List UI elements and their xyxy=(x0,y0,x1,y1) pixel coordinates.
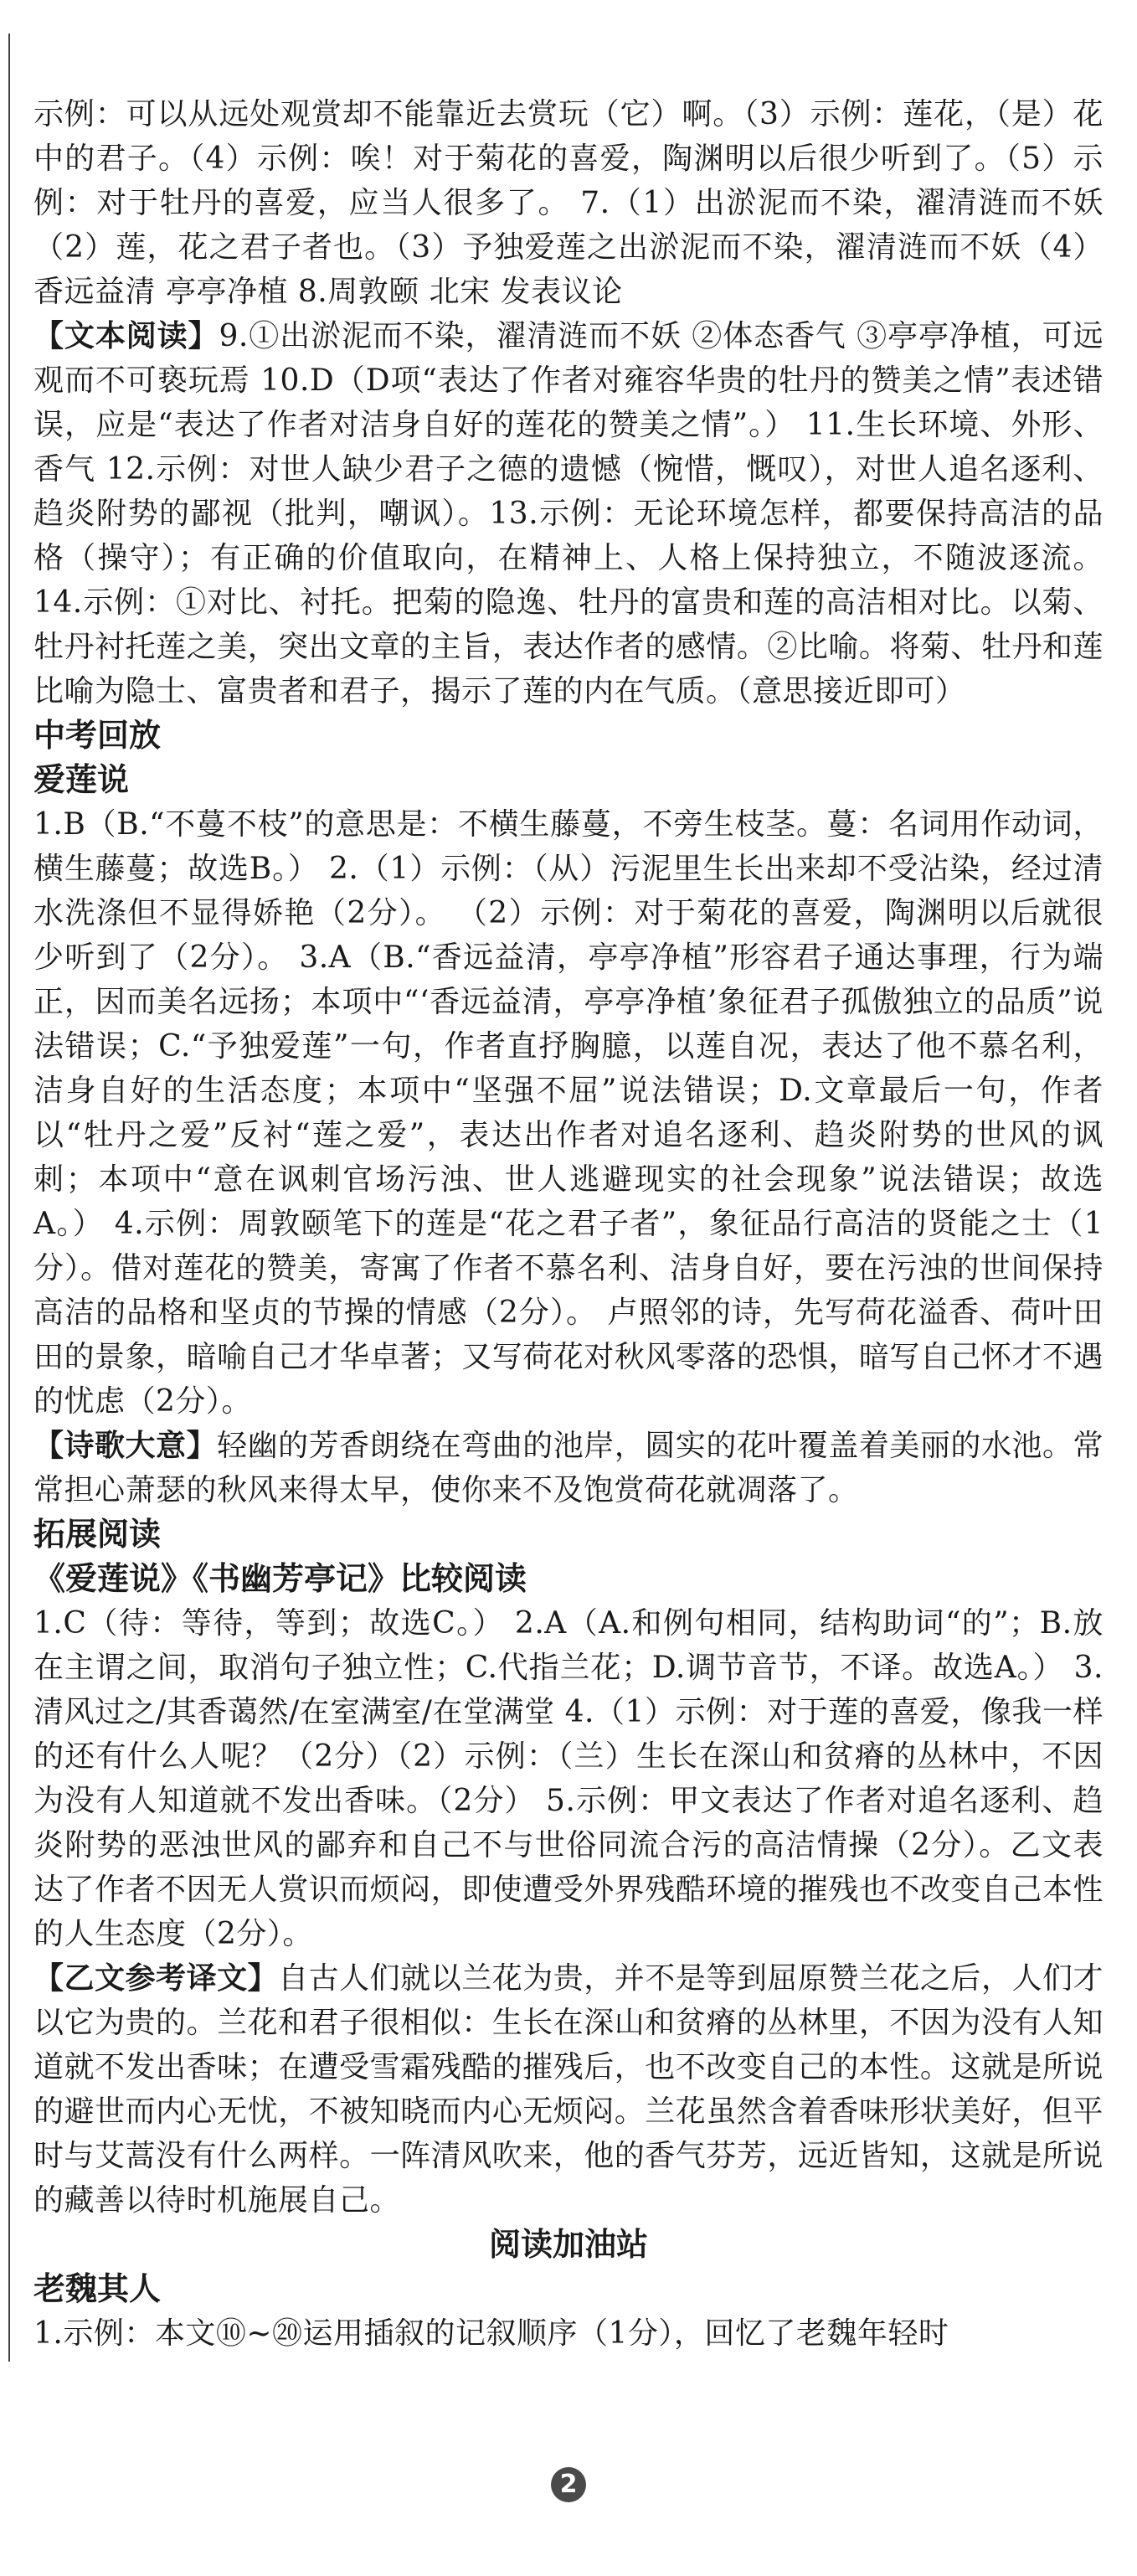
article-title: 爱莲说 xyxy=(33,761,130,798)
article-title: 《爱莲说》《书幽芳亭记》比较阅读 xyxy=(33,1560,527,1597)
translation-paragraph xyxy=(33,1956,1104,2223)
page-number: 2 xyxy=(551,2467,586,2502)
section-label: 【诗歌大意】 xyxy=(33,1429,218,1463)
section-label: 【乙文参考译文】 xyxy=(33,1961,279,1996)
answer-paragraph: 1.B（B.“不蔓不枝”的意思是：不横生藤蔓，不旁生枝茎。蔓：名词用作动词，横生藤蔓；故选B。） 2.（1）示例：（从）污泥里生长出来却不受沾染，经过清水洗涤但不显得娇艳（2分）。 （2）示例：对于菊花的喜爱，陶渊明以后就很少听到了（2分）。 3.A（B.“香远益清，亭亭净植”形容君子通达事理，行为端正，因而美名远扬；本项中“‘香远益清，亭亭净植’象征君子孤傲独立的品质”说法错误；C.“予独爱莲”一句，作者直抒胸臆，以莲自况，表达了他不慕名利，洁身自好的生活态度；本项中“坚强不屈”说法错误；D.文章最后一句，作者以“牡丹之爱”反衬“莲之爱”，表达出作者对追名逐利、趋炎附势的世风的讽刺；本项中“意在讽刺官场污浊、世人逃避现实的社会现象”说法错误；故选A。） 4.示例：周敦颐笔下的莲是“花之君子者”，象征品行高洁的贤能之士（1分）。借对莲花的赞美，寄寓了作者不慕名利、洁身自好，要在污浊的世间保持高洁的品格和坚贞的节操的情感（2分）。 卢照邻的诗，先写荷花溢香、荷叶田田的景象，暗喻自己才华卓著；又写荷花对秋风零落的恐惧，暗写自己怀才不遇的忧虑（2分）。 xyxy=(33,807,1104,1419)
answer-paragraph: 1.C（待：等待，等到；故选C。） 2.A（A.和例句相同，结构助词“的”；B.放在主谓之间，取消句子独立性；C.代指兰花；D.调节音节，不译。故选A。） 3.清风过之/其香蔼然/在室满室/在堂满堂 4.（1）示例：对于莲的喜爱，像我一样的还有什么人呢？（2分）（2）示例：（兰）生长在深山和贫瘠的丛林中，不因为没有人知道就不发出香味。（2分） 5.示例：甲文表达了作者对追名逐利、趋炎附势的恶浊世风的鄙弃和自己不与世俗同流合污的高洁情操（2分）。乙文表达了作者不因无人赏识而烦闷，即使遭受外界残酷环境的摧残也不改变自己本性的人生态度（2分）。 xyxy=(33,1606,1104,1951)
answer-content xyxy=(33,92,1104,2356)
margin-rule xyxy=(8,33,10,2362)
article-title: 老魏其人 xyxy=(33,2270,162,2307)
answer-paragraph: 示例：可以从远处观赏却不能靠近去赏玩（它）啊。（3）示例：莲花，（是）花中的君子。（4）示例：唉！对于菊花的喜爱，陶渊明以后很少听到了。（5）示例：对于牡丹的喜爱，应当人很多了。 7.（1）出淤泥而不染，濯清涟而不妖（2）莲，花之君子者也。（3）予独爱莲之出淤泥而不染，濯清涟而不妖（4）香远益清 亭亭净植 8.周敦颐 北宋 发表议论 xyxy=(33,97,1104,309)
section-heading: 中考回放 xyxy=(33,717,162,754)
answer-paragraph: 1.示例：本文⑩~⑳运用插叙的记叙顺序（1分），回忆了老魏年轻时 xyxy=(33,2316,949,2351)
paragraph-text: 9.①出淤泥而不染，濯清涟而不妖 ②体态香气 ③亭亭净植，可远观而不可亵玩焉 10.D（D项“表达了作者对雍容华贵的牡丹的赞美之情”表述错误，应是“表达了作者对洁身自好的莲花的赞美之情”。） 11.生长环境、外形、香气 12.示例：对世人缺少君子之德的遗憾（惋惜，慨叹），对世人追名逐利、趋炎附势的鄙视（批判，嘲讽）。13.示例：无论环境怎样，都要保持高洁的品格（操守）；有正确的价值取向，在精神上、人格上保持独立，不随波逐流。14.示例：①对比、衬托。把菊的隐逸、牡丹的富贵和莲的高洁相对比。以菊、牡丹衬托莲之美，突出文章的主旨，表达作者的感情。②比喻。将菊、牡丹和莲比喻为隐士、富贵者和君子，揭示了莲的内在气质。（意思接近即可） xyxy=(33,319,1104,708)
poem-meaning-paragraph xyxy=(33,1424,1104,1512)
text-reading-paragraph xyxy=(33,314,1104,714)
section-label: 【文本阅读】 xyxy=(33,319,219,353)
paragraph-text: 自古人们就以兰花为贵，并不是等到屈原赞兰花之后，人们才以它为贵的。兰花和君子很相似：生长在深山和贫瘠的丛林里，不因为没有人知道就不发出香味；在遭受雪霜残酷的摧残后，也不改变自己的本性。这就是所说的避世而内心无忧，不被知晓而内心无烦闷。兰花虽然含着香味形状美好，但平时与艾蒿没有什么两样。一阵清风吹来，他的香气芬芳，远近皆知，这就是所说的藏善以待时机施展自己。 xyxy=(33,1961,1104,2218)
section-heading: 拓展阅读 xyxy=(33,1516,162,1553)
paragraph-text: 轻幽的芳香朗绕在弯曲的池岸，圆实的花叶覆盖着美丽的水池。常常担心萧瑟的秋风来得太早，使你来不及饱赏荷花就凋落了。 xyxy=(33,1429,1104,1507)
section-heading: 阅读加油站 xyxy=(488,2226,648,2263)
